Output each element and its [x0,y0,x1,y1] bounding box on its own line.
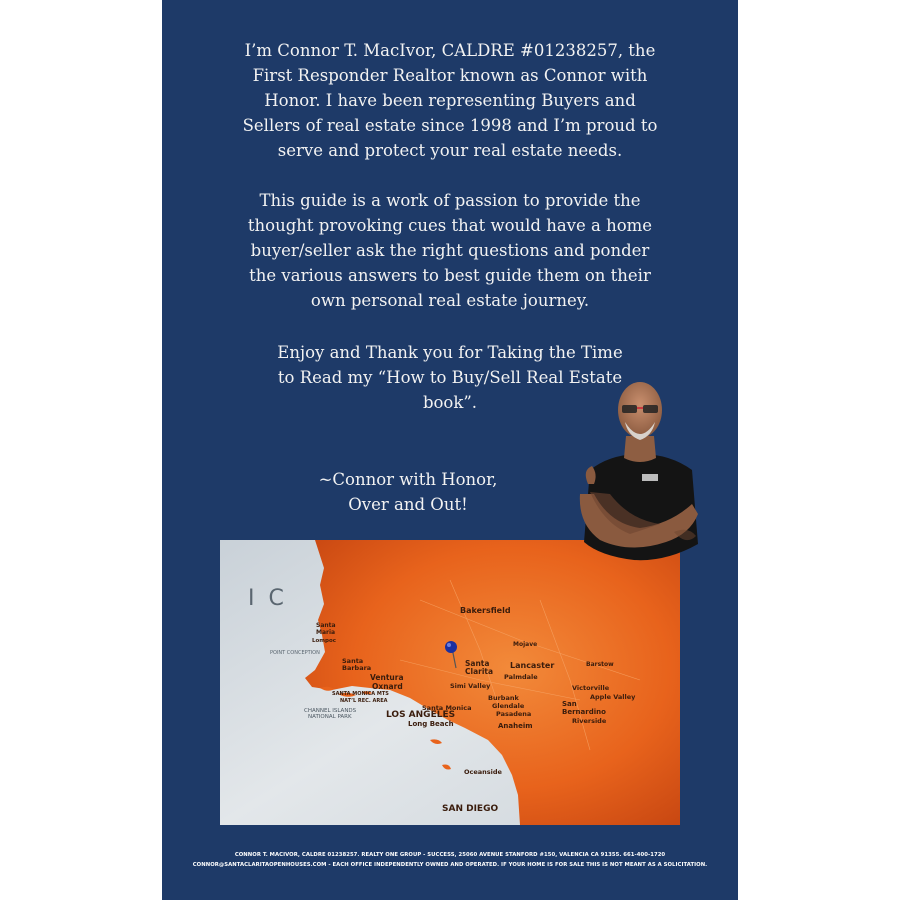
map-label: Pasadena [496,710,532,718]
map-label: NAT’L REC. AREA [340,698,388,704]
map-label: Simi Valley [450,682,491,690]
map-label: Lompoc [312,638,336,644]
map-label: Lancaster [510,661,555,670]
map-label: Ventura [370,673,404,682]
map-label: Mojave [513,641,538,648]
guide-line: buyer/seller ask the right questions and ponder [250,241,650,260]
map-label: Palmdale [504,673,538,681]
footer-line: CONNOR T. MACIVOR, CALDRE 01238257. REALTY ONE GROUP - SUCCESS, 25060 AVENUE STANFORD #150, VALENCIA CA 91355. 661-400-1720 [234,852,666,858]
map-label: Victorville [572,684,610,692]
guide-paragraph [162,188,738,313]
map-label: Bakersfield [460,606,511,615]
footer-line: CONNOR@SANTACLARITAOPENHOUSES.COM - EACH OFFICE INDEPENDENTLY OWNED AND OPERATED. IF YOUR HOME IS FOR SALE THIS IS NOT MEANT AS A SOLICITATION. [192,862,708,868]
map-label: NATIONAL PARK [308,714,352,720]
thanks-line: to Read my “How to Buy/Sell Real Estate [277,368,623,387]
intro-paragraph [162,38,738,163]
map-label: Santa Barbara [342,657,372,672]
thanks-line: Enjoy and Thank you for Taking the Time [277,343,623,362]
map-label: Burbank [488,694,519,702]
guide-line: own personal real estate journey. [310,291,590,310]
map-label: POINT CONCEPTION [270,650,320,656]
map-label: CHANNEL ISLANDS [304,708,357,714]
map-label: Barstow [586,661,614,668]
map-label: Santa Maria [316,622,336,636]
guide-line: thought provoking cues that would have a home [247,216,653,235]
map-label: Oceanside [464,768,502,776]
footer-disclaimer [162,850,738,870]
map-label: SAN DIEGO [442,804,499,814]
signoff-line: ~Connor with Honor, [318,470,498,489]
signoff-line: Over and Out! [348,495,468,514]
intro-line: serve and protect your real estate needs. [277,141,623,160]
guide-line: This guide is a work of passion to provide the [259,191,641,210]
intro-line: First Responder Realtor known as Connor with [252,66,648,85]
map-label: Long Beach [408,720,454,728]
intro-line: Honor. I have been representing Buyers and [264,91,636,110]
map-label: IC [248,586,298,611]
map-label: Glendale [492,702,525,710]
map-label: LOS ANGELES [386,710,456,720]
agent-portrait [570,374,706,580]
map-label: Santa Monica [422,704,472,712]
california-map [220,540,680,825]
intro-line: Sellers of real estate since 1998 and I’m proud to [242,116,658,135]
map-label: Santa Clarita [465,659,494,676]
map-label: San Bernardino [562,700,606,716]
flyer-page [162,0,738,900]
thanks-line: book”. [422,393,478,412]
guide-line: the various answers to best guide them on their [249,266,651,285]
intro-line: I’m Connor T. MacIvor, CALDRE #01238257, the [244,41,656,60]
map-label: Riverside [572,717,607,725]
map-label: Apple Valley [590,693,636,701]
map-label: Anaheim [498,722,533,730]
map-label: Oxnard [372,682,403,691]
map-label: SANTA MONICA MTS [332,691,389,697]
